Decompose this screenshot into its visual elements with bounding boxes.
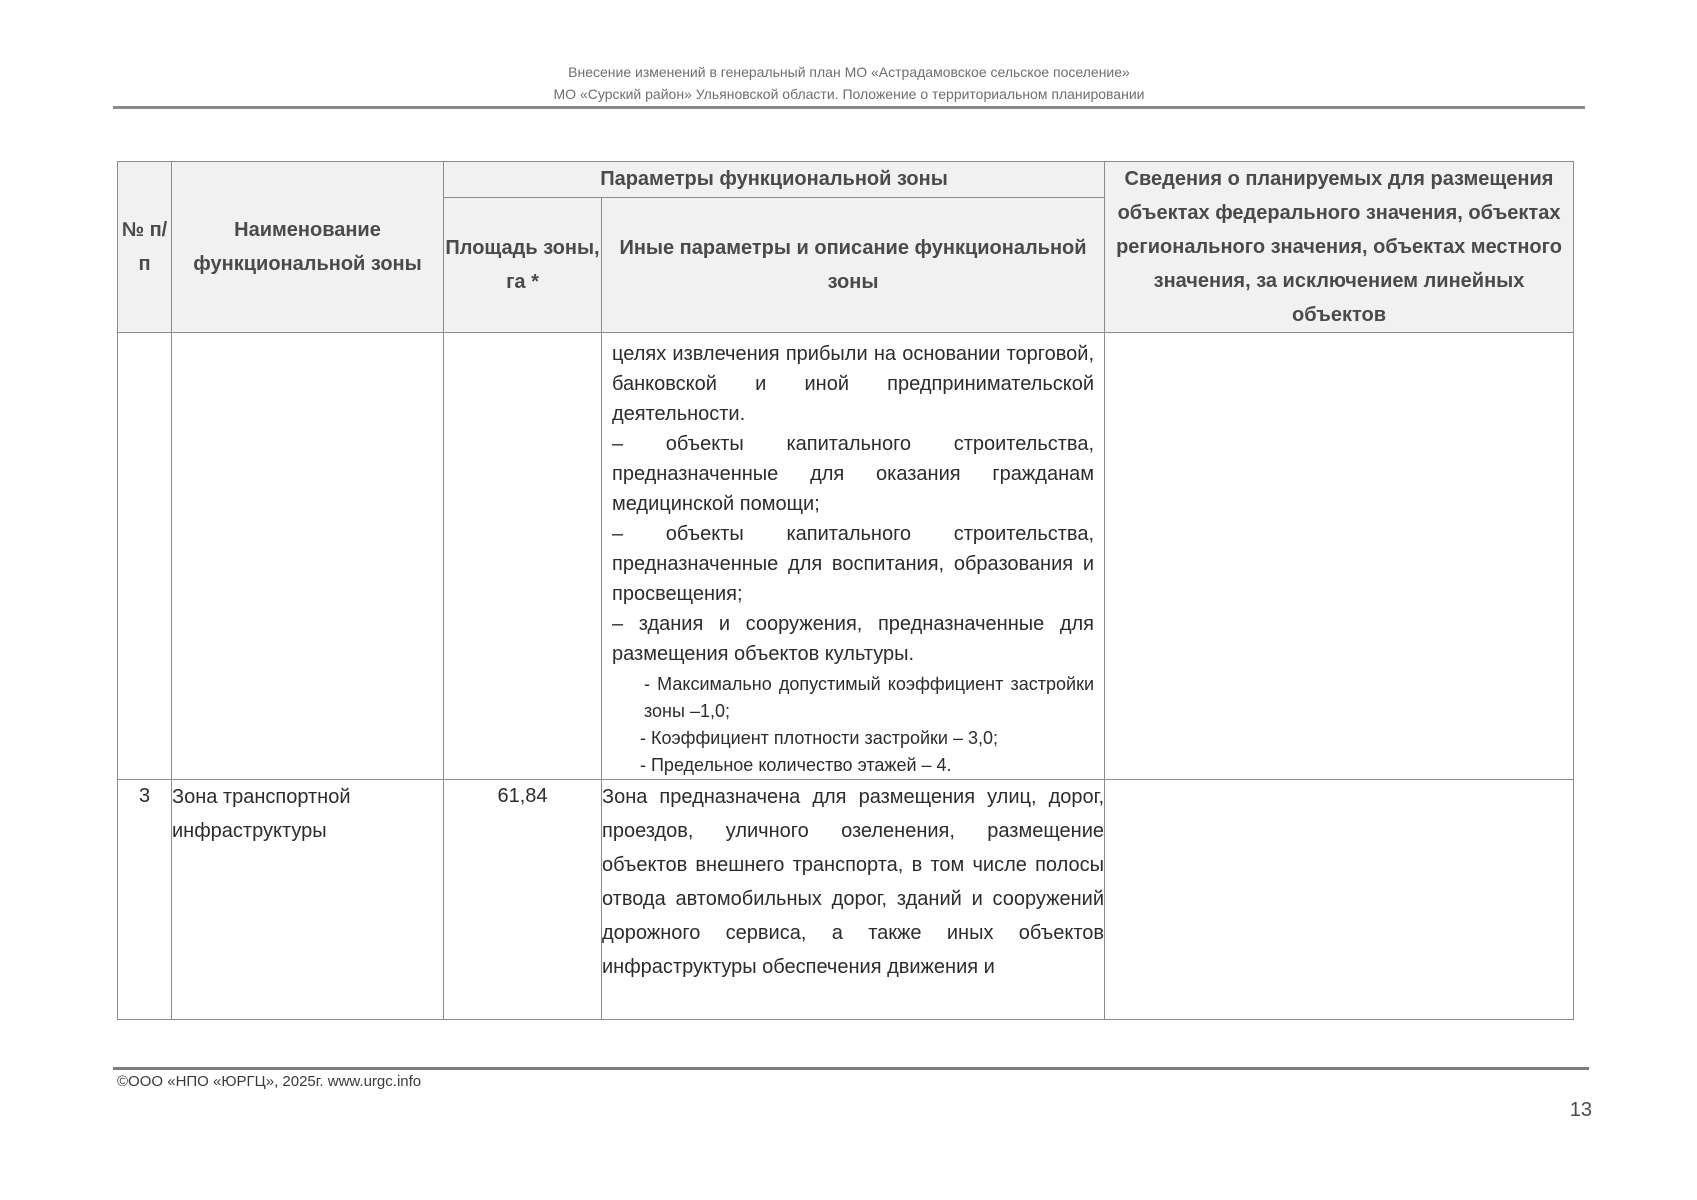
cell-planned-objects xyxy=(1105,333,1574,780)
header-planned-objects: Сведения о планируемых для размещения объектах федерального значения, объектах регионального значения, объектах местного значения, за исключением линейных объектов xyxy=(1105,162,1574,333)
table-row-continuation xyxy=(118,333,1574,780)
document-header xyxy=(113,61,1585,105)
footer-rule xyxy=(113,1067,1589,1070)
description-list-item: – здания и сооружения, предназначенные для размещения объектов культуры. xyxy=(612,613,1095,665)
cell-area: 61,84 xyxy=(444,780,602,1020)
zone-parameters xyxy=(612,671,1094,779)
param-max-floors: - Предельное количество этажей – 4. xyxy=(640,755,952,775)
footer-copyright: ©ООО «НПО «ЮРГЦ», 2025г. www.urgc.info xyxy=(117,1073,422,1090)
description-list-item: – объекты капитального строительства, предназначенные для воспитания, образования и просвещения; xyxy=(612,523,1095,605)
header-rule xyxy=(113,106,1585,109)
cell-description: Зона предназначена для размещения улиц, дорог, проездов, уличного озеленения, размещение объектов внешнего транспорта, в том числе полосы отвода автомобильных дорог, зданий и сооружений дорожного сервиса, а также иных объектов инфраструктуры обеспечения движения и xyxy=(602,780,1105,1020)
cell-planned-objects xyxy=(1105,780,1574,1020)
header-other-params: Иные параметры и описание функциональной зоны xyxy=(602,197,1105,332)
header-line-1: Внесение изменений в генеральный план МО «Астрадамовское сельское поселение» xyxy=(568,64,1130,80)
cell-zone-name xyxy=(172,333,444,780)
cell-area xyxy=(444,333,602,780)
functional-zones-table xyxy=(117,161,1574,1020)
param-density-coefficient: - Коэффициент плотности застройки – 3,0; xyxy=(640,728,999,748)
table-row-3 xyxy=(118,780,1574,1020)
description-list-item: – объекты капитального строительства, предназначенные для оказания гражданам медицинской помощи; xyxy=(612,433,1095,515)
param-build-coefficient: - Максимально допустимый коэффициент застройки зоны –1,0; xyxy=(644,674,1095,721)
header-params-group: Параметры функциональной зоны xyxy=(444,162,1105,198)
header-line-2: МО «Сурский район» Ульяновской области. Положение о территориальном планировании xyxy=(553,86,1145,102)
cell-description xyxy=(602,333,1105,780)
header-area: Площадь зоны, га * xyxy=(444,197,602,332)
cell-zone-name: Зона транспортной инфраструктуры xyxy=(172,780,444,1020)
description-text: целях извлечения прибыли на основании торговой, банковской и иной предпринимательской деятельности. xyxy=(612,343,1095,425)
header-num: № п/п xyxy=(118,162,172,333)
cell-num: 3 xyxy=(118,780,172,1020)
cell-num xyxy=(118,333,172,780)
page-number: 13 xyxy=(1569,1099,1592,1121)
header-zone-name: Наименование функциональной зоны xyxy=(172,162,444,333)
